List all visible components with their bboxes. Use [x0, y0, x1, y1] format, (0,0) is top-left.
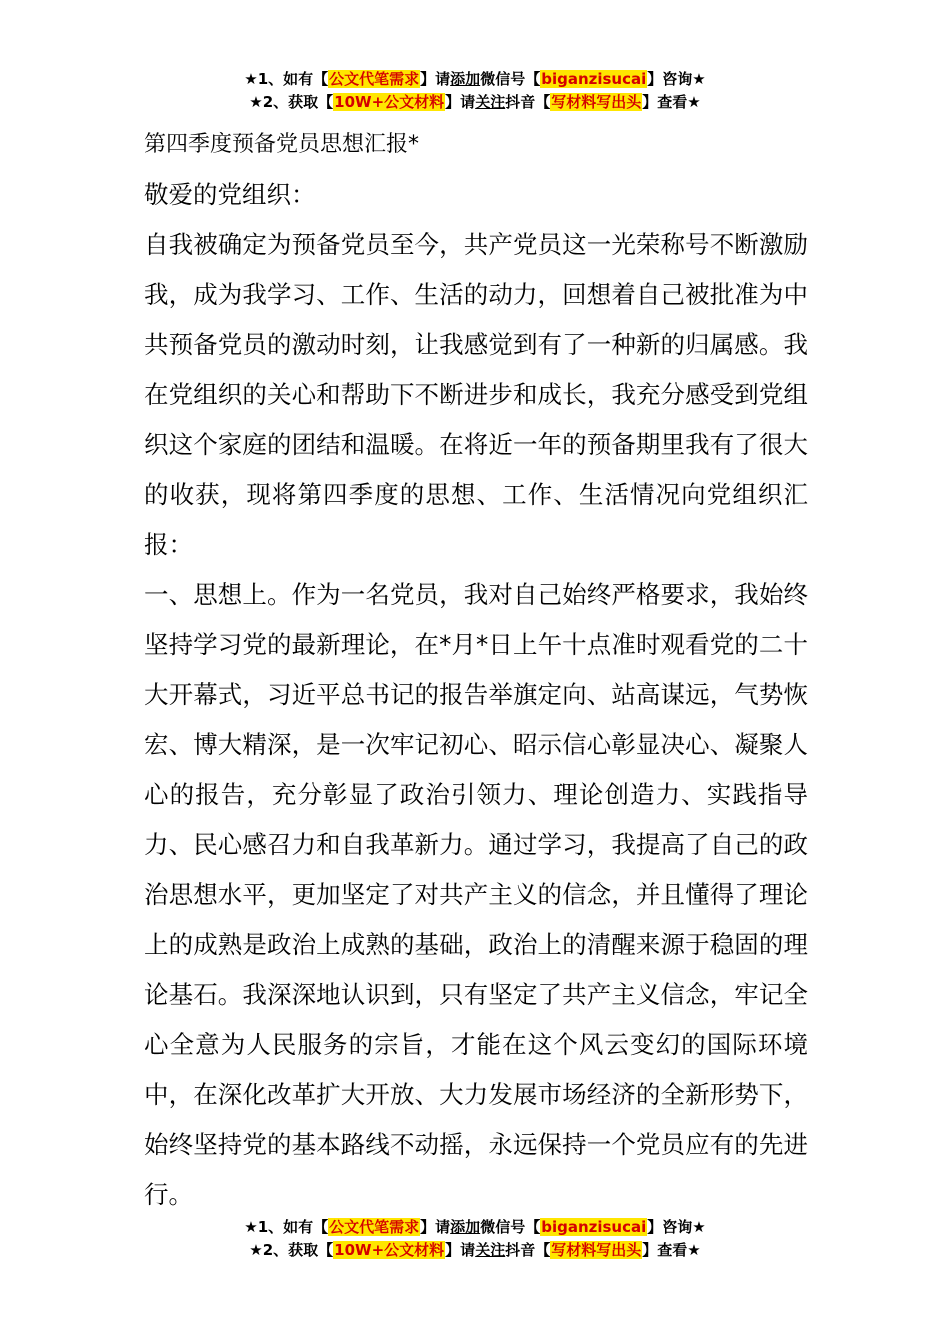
- banner-text: 2、获取【: [262, 1241, 334, 1259]
- document-title: 第四季度预备党员思想汇报*: [144, 132, 420, 157]
- banner-text: 抖音【: [505, 1241, 551, 1259]
- banner-text: 】请: [445, 93, 476, 111]
- underlined-text: 添加: [450, 1218, 481, 1236]
- paragraph-intro: 自我被确定为预备党员至今，共产党员这一光荣称号不断激励我，成为我学习、工作、生活的动力，回想着自己被批准为中共预备党员的激动时刻，让我感觉到有了一种新的归属感。我在党组织的关心和帮助下不断进步和成长，我充分感受到党组织这个家庭的团结和温暖。在将近一年的预备期里我有了很大的收获，现将第四季度的思想、工作、生活情况向党组织汇报：: [144, 230, 808, 559]
- bottom-banner: [0, 1216, 950, 1262]
- star-icon: ★: [692, 70, 706, 88]
- star-icon: ★: [249, 1241, 263, 1259]
- star-icon: ★: [687, 1241, 701, 1259]
- highlight-douyin: 写材料写出头: [551, 93, 642, 111]
- banner-text: 】请: [420, 1218, 451, 1236]
- star-icon: ★: [244, 70, 258, 88]
- highlight-wechat-id: biganzisucai: [541, 1218, 647, 1236]
- banner-text: 2、获取【: [262, 93, 334, 111]
- banner-text: 微信号【: [480, 70, 541, 88]
- banner-text: 微信号【: [480, 1218, 541, 1236]
- banner-text: 】咨询: [647, 1218, 693, 1236]
- underlined-text: 关注: [475, 1241, 506, 1259]
- highlight-materials: 10W+公文材料: [334, 1241, 445, 1259]
- banner-text: 】查看: [642, 93, 688, 111]
- highlight-materials: 10W+公文材料: [334, 93, 445, 111]
- top-banner: [0, 68, 950, 114]
- banner-line-1: [0, 68, 950, 91]
- document-body: [144, 120, 808, 1220]
- banner-text: 1、如有【: [257, 1218, 329, 1236]
- banner-line-2: [0, 91, 950, 114]
- banner-text: 抖音【: [505, 93, 551, 111]
- banner-text: 】请: [445, 1241, 476, 1259]
- highlight-service: 公文代笔需求: [329, 70, 420, 88]
- banner-text: 】请: [420, 70, 451, 88]
- star-icon: ★: [692, 1218, 706, 1236]
- paragraph-thought: 一、思想上。作为一名党员，我对自己始终严格要求，我始终坚持学习党的最新理论，在*月*日上午十点准时观看党的二十大开幕式，习近平总书记的报告举旗定向、站高谋远，气势恢宏、博大精深，是一次牢记初心、昭示信心彰显决心、凝聚人心的报告，充分彰显了政治引领力、理论创造力、实践指导力、民心感召力和自我革新力。通过学习，我提高了自己的政治思想水平，更加坚定了对共产主义的信念，并且懂得了理论上的成熟是政治上成熟的基础，政治上的清醒来源于稳固的理论基石。我深深地认识到，只有坚定了共产主义信念，牢记全心全意为人民服务的宗旨，才能在这个风云变幻的国际环境中，在深化改革扩大开放、大力发展市场经济的全新形势下，始终坚持党的基本路线不动摇，永远保持一个党员应有的先进行。: [144, 580, 808, 1209]
- star-icon: ★: [687, 93, 701, 111]
- highlight-wechat-id: biganzisucai: [541, 70, 647, 88]
- banner-line-1: [0, 1216, 950, 1239]
- underlined-text: 关注: [475, 93, 506, 111]
- star-icon: ★: [244, 1218, 258, 1236]
- highlight-service: 公文代笔需求: [329, 1218, 420, 1236]
- banner-text: 】查看: [642, 1241, 688, 1259]
- highlight-douyin: 写材料写出头: [551, 1241, 642, 1259]
- salutation: 敬爱的党组织：: [144, 180, 316, 209]
- banner-text: 1、如有【: [257, 70, 329, 88]
- banner-line-2: [0, 1239, 950, 1262]
- banner-text: 】咨询: [647, 70, 693, 88]
- star-icon: ★: [249, 93, 263, 111]
- underlined-text: 添加: [450, 70, 481, 88]
